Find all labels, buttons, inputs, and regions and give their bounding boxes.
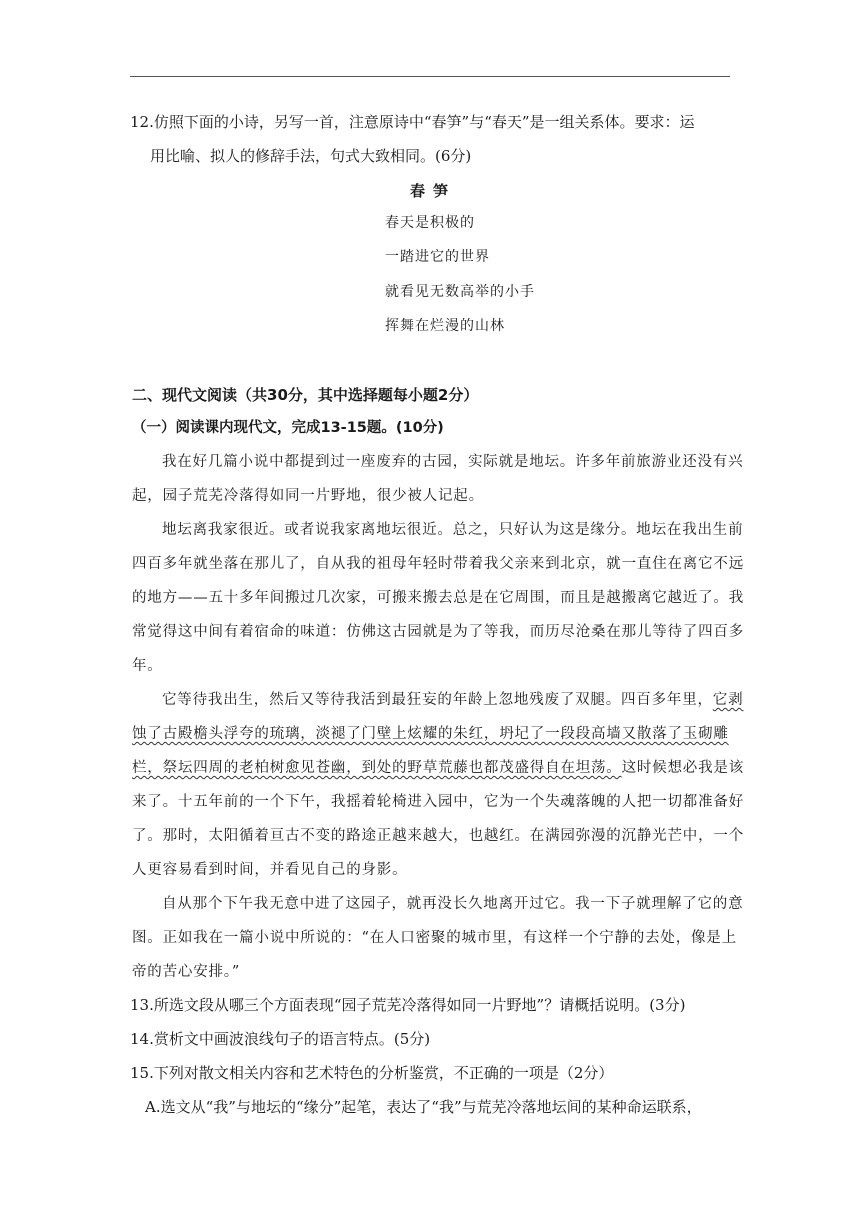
poem-line-3: 就看见无数高举的小手 — [385, 284, 535, 300]
question-15-option-a: A.选文从“我”与地坛的“缘分”起笔，表达了“我”与荒芜冷落地坛间的某种命运联系， — [145, 1098, 702, 1116]
passage-p3-line-3-plain: 这时候想必我是该 — [621, 760, 745, 776]
passage-p2-line-4: 常觉得这中间有着宿命的味道：仿佛这古园就是为了等我，而历尽沧桑在那儿等待了四百多 — [132, 624, 744, 640]
poem-line-1: 春天是积极的 — [385, 215, 475, 231]
question-13: 13.所选文段从哪三个方面表现“园子荒芜冷落得如同一片野地”？请概括说明。(3分) — [130, 996, 686, 1014]
passage-p2-line-1: 地坛离我家很近。或者说我家离地坛很近。总之，只好认为这是缘分。地坛在我出生前 — [162, 522, 744, 538]
passage-p4-line-1: 自从那个下午我无意中进了这园子，就再没长久地离开过它。我一下子就理解了它的意 — [162, 896, 744, 912]
passage-p3-line-3 — [132, 756, 744, 777]
passage-p3-line-1-plain: 它等待我出生，然后又等待我活到最狂妄的年龄上忽地残废了双腿。四百多年里， — [162, 692, 713, 708]
poem-line-2: 一踏进它的世界 — [385, 249, 490, 265]
poem-title: 春笋 — [410, 182, 457, 200]
section-2-subtitle: （一）阅读课内现代文，完成13-15题。(10分) — [132, 420, 444, 436]
passage-p4-line-2: 图。正如我在一篇小说中所说的：“在人口密聚的城市里，有这样一个宁静的去处，像是上 — [132, 930, 737, 946]
passage-p3-line-6: 人更容易看到时间，并看见自己的身影。 — [132, 862, 408, 878]
wavy-underlined-sentence-middle: 蚀了古殿檐头浮夸的琉璃，淡褪了门壁上炫耀的朱红，坍圮了一段段高墙又散落了玉砌雕 — [132, 726, 729, 742]
wavy-underlined-sentence-end: 栏，祭坛四周的老柏树愈见苍幽，到处的野草荒藤也都茂盛得自在坦荡。 — [132, 760, 622, 776]
wavy-underlined-sentence-start: 它剥 — [712, 692, 744, 708]
header-rule — [130, 76, 730, 77]
question-15: 15.下列对散文相关内容和艺术特色的分析鉴赏，不正确的一项是（2分） — [130, 1064, 614, 1082]
section-2-title: 二、现代文阅读（共30分，其中选择题每小题2分） — [132, 386, 479, 404]
passage-p2-line-5: 年。 — [132, 658, 163, 674]
passage-p3-line-4: 来了。十五年前的一个下午，我摇着轮椅进入园中，它为一个失魂落魄的人把一切都准备好 — [132, 794, 744, 810]
passage-p2-line-2: 四百多年就坐落在那儿了，自从我的祖母年轻时带着我父亲来到北京，就一直住在离它不远 — [132, 556, 744, 572]
passage-p3-line-5: 了。那时，太阳循着亘古不变的路途正越来越大，也越红。在满园弥漫的沉静光芒中，一个 — [132, 828, 744, 844]
passage-p2-line-3: 的地方——五十多年间搬过几次家，可搬来搬去总是在它周围，而且是越搬离它越近了。我 — [132, 590, 744, 606]
passage-p3-line-2 — [132, 722, 729, 743]
poem-line-4: 挥舞在烂漫的山林 — [385, 318, 505, 334]
passage-p3-line-1 — [162, 688, 743, 709]
passage-p4-line-3: 帝的苦心安排。” — [132, 964, 241, 980]
passage-p1-line-2: 起，园子荒芜冷落得如同一片野地，很少被人记起。 — [132, 488, 484, 504]
question-12-line-1: 12.仿照下面的小诗，另写一首，注意原诗中“春笋”与“春天”是一组关系体。要求：运 — [130, 113, 695, 131]
passage-p1-line-1: 我在好几篇小说中都提到过一座废弃的古园，实际就是地坛。许多年前旅游业还没有兴 — [162, 454, 744, 470]
question-12-line-2: 用比喻、拟人的修辞手法，句式大致相同。(6分) — [150, 147, 472, 165]
question-14: 14.赏析文中画波浪线句子的语言特点。(5分) — [130, 1030, 431, 1048]
